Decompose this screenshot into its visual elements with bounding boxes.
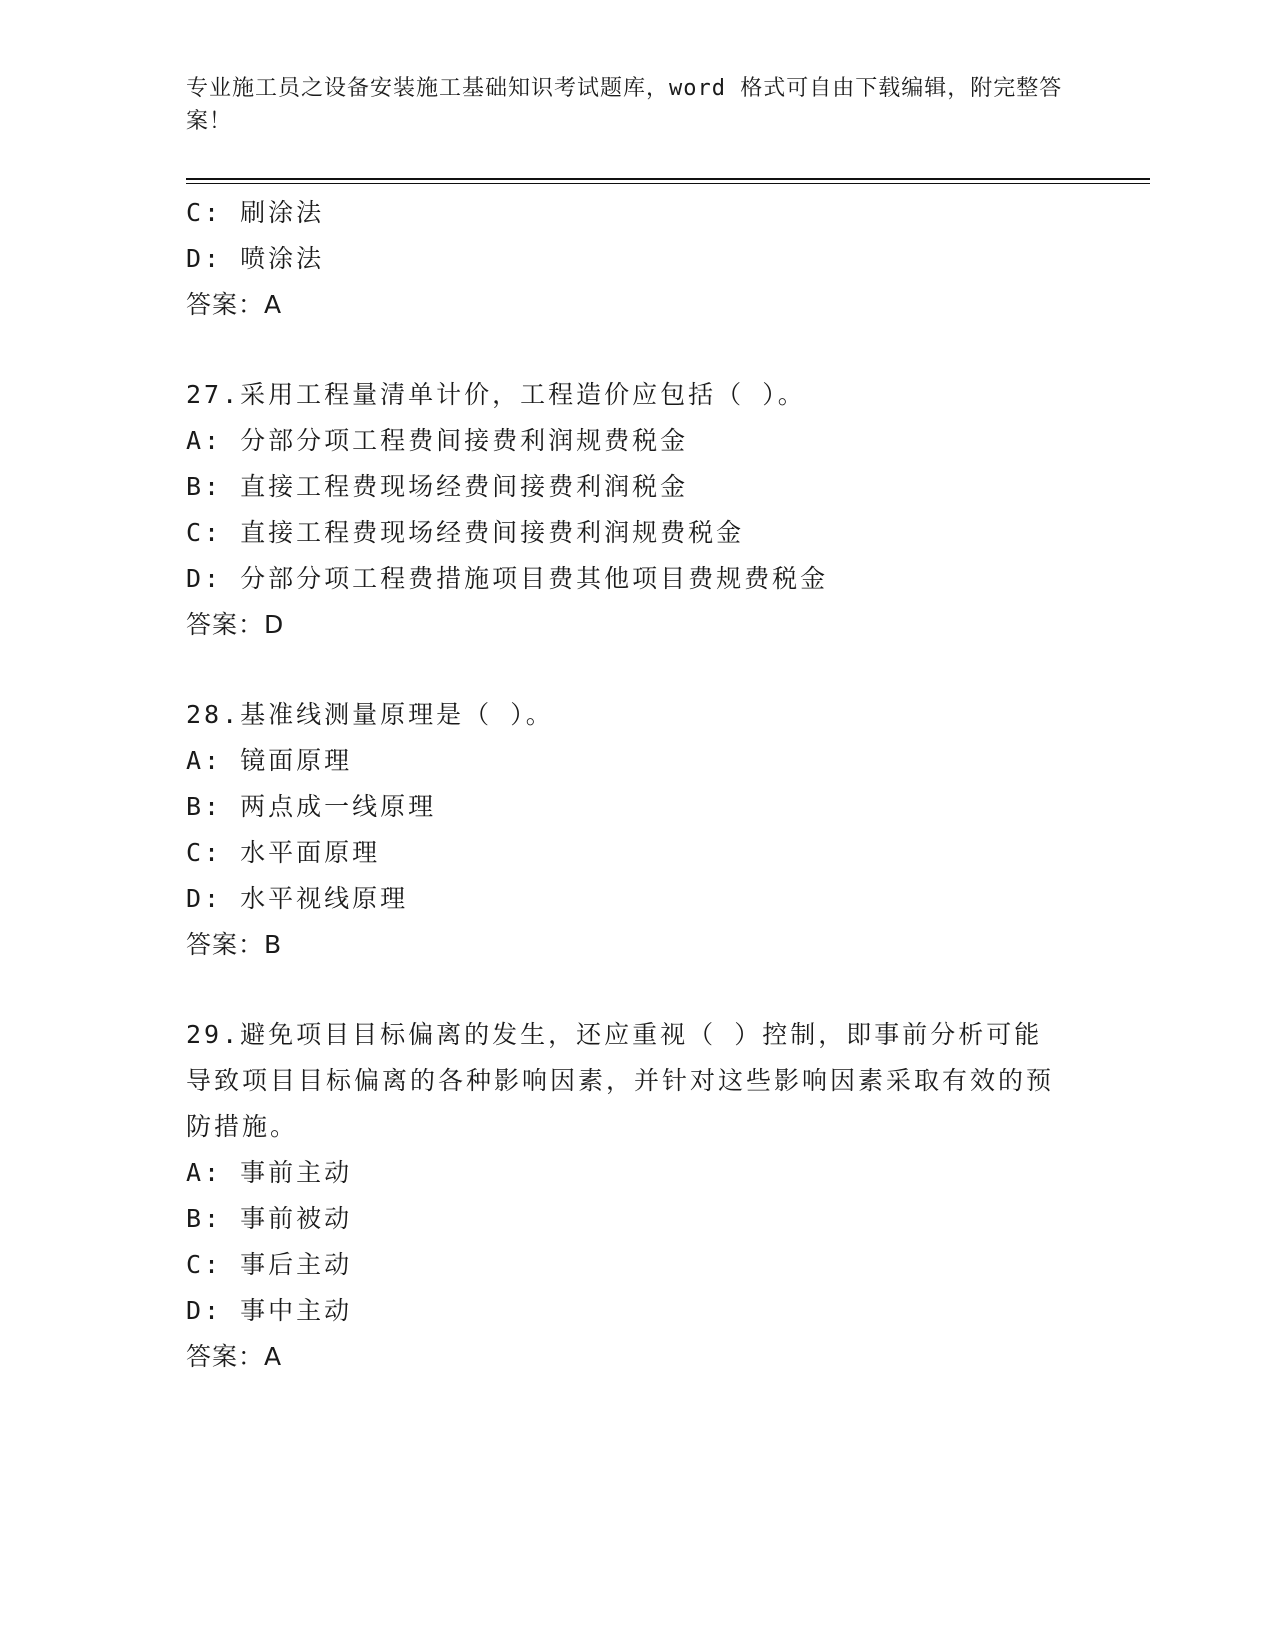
answer-line: 答案：A bbox=[186, 1342, 283, 1371]
option-a: A: 镜面原理 bbox=[186, 746, 353, 775]
option-b: B: 事前被动 bbox=[186, 1204, 353, 1233]
spacer bbox=[186, 648, 1086, 692]
option-c: C: 水平面原理 bbox=[186, 838, 381, 867]
question-29-stem: 29.避免项目目标偏离的发生，还应重视（ ）控制，即事前分析可能导致项目目标偏离的各种影响因素，并针对这些影响因素采取有效的预防措施。 bbox=[186, 1020, 1055, 1141]
question-27-stem: 27.采用工程量清单计价，工程造价应包括（ ）。 bbox=[186, 380, 806, 409]
option-d: D: 事中主动 bbox=[186, 1296, 353, 1325]
option-d: D: 喷涂法 bbox=[186, 244, 325, 273]
option-c: C: 刷涂法 bbox=[186, 198, 325, 227]
option-a: A: 分部分项工程费间接费利润规费税金 bbox=[186, 426, 689, 455]
spacer bbox=[186, 968, 1086, 1012]
option-b: B: 直接工程费现场经费间接费利润税金 bbox=[186, 472, 689, 501]
answer-line: 答案：D bbox=[186, 610, 285, 639]
option-c: C: 事后主动 bbox=[186, 1250, 353, 1279]
option-d: D: 分部分项工程费措施项目费其他项目费规费税金 bbox=[186, 564, 829, 593]
question-list bbox=[186, 190, 1086, 1380]
header-rule-thin bbox=[186, 183, 1150, 184]
option-c: C: 直接工程费现场经费间接费利润规费税金 bbox=[186, 518, 745, 547]
answer-line: 答案：A bbox=[186, 290, 283, 319]
option-b: B: 两点成一线原理 bbox=[186, 792, 437, 821]
spacer bbox=[186, 328, 1086, 372]
option-a: A: 事前主动 bbox=[186, 1158, 353, 1187]
header-rule-thick bbox=[186, 178, 1150, 180]
answer-line: 答案：B bbox=[186, 930, 283, 959]
document-header: 专业施工员之设备安装施工基础知识考试题库，word 格式可自由下载编辑，附完整答案！ bbox=[186, 76, 1063, 134]
option-d: D: 水平视线原理 bbox=[186, 884, 409, 913]
question-28-stem: 28.基准线测量原理是（ ）。 bbox=[186, 700, 554, 729]
